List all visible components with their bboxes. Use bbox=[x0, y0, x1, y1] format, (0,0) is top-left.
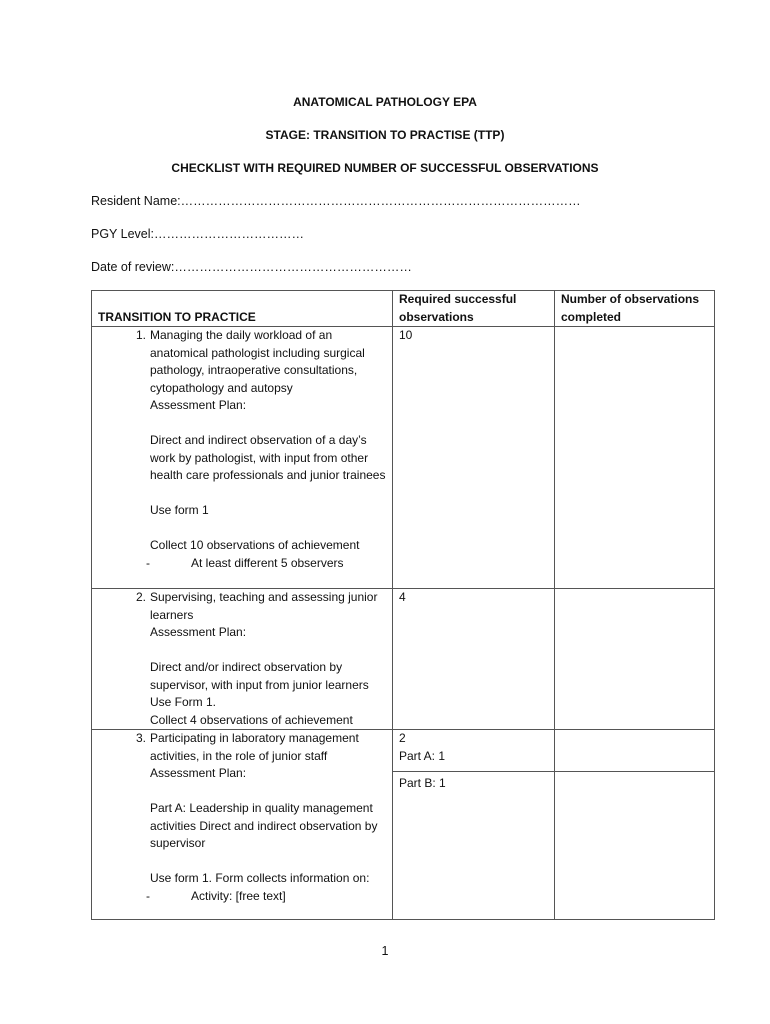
completed-header-line1: Number of observations bbox=[561, 292, 700, 306]
bullet-text: Activity: [free text] bbox=[191, 888, 286, 903]
required-part-b: Part B: 1 bbox=[393, 771, 554, 793]
bullet-text: At least different 5 observers bbox=[191, 555, 344, 570]
form-instruction: Use form 1. Form collects information on: bbox=[150, 871, 370, 885]
epa-description-cell bbox=[92, 327, 393, 589]
section-heading: TRANSITION TO PRACTICE bbox=[98, 309, 256, 324]
form-instruction: Use form 1 bbox=[150, 503, 209, 517]
stage-title: STAGE: TRANSITION TO PRACTISE (TTP) bbox=[265, 128, 505, 142]
checklist-title: CHECKLIST WITH REQUIRED NUMBER OF SUCCESSFUL OBSERVATIONS bbox=[171, 161, 599, 175]
required-header-line2: observations bbox=[399, 309, 474, 324]
table-row bbox=[92, 327, 715, 589]
date-of-review-field[interactable]: Date of review:………………………………………………… bbox=[91, 260, 412, 274]
item-number: 2. bbox=[135, 590, 146, 604]
page-number: 1 bbox=[381, 944, 389, 958]
collect-instruction: Collect 10 observations of achievement bbox=[150, 538, 360, 552]
required-cell bbox=[393, 730, 555, 920]
pgy-level-field[interactable]: PGY Level:……………………………… bbox=[91, 227, 305, 241]
required-cell bbox=[393, 589, 555, 730]
observation-checklist-table bbox=[91, 290, 715, 920]
completed-header-line2: completed bbox=[561, 309, 622, 324]
form-instruction: Use Form 1. bbox=[150, 695, 217, 709]
epa-description-cell bbox=[92, 589, 393, 730]
required-count: 4 bbox=[399, 590, 406, 604]
epa-title: Participating in laboratory management activities, in the role of junior staff bbox=[150, 731, 359, 763]
required-cell bbox=[393, 327, 555, 589]
collect-instruction: Collect 4 observations of achievement bbox=[150, 712, 353, 727]
bullet-dash: - bbox=[146, 555, 150, 570]
table-header-row bbox=[92, 291, 715, 327]
item-number: 3. bbox=[135, 731, 146, 745]
epa-title: Supervising, teaching and assessing junior learners bbox=[150, 590, 378, 622]
required-count: 2 bbox=[399, 731, 406, 745]
completed-cell[interactable] bbox=[555, 730, 715, 920]
assessment-plan-label: Assessment Plan: bbox=[150, 625, 247, 639]
observation-method: Direct and indirect observation of a day’s work by pathologist, with input from other health care professionals and junior trainees bbox=[150, 433, 386, 482]
bullet-dash: - bbox=[146, 888, 150, 903]
header-completed-cell bbox=[555, 291, 715, 327]
completed-cell[interactable] bbox=[555, 589, 715, 730]
resident-name-field[interactable]: Resident Name:…………………………………………………………………………………… bbox=[91, 194, 581, 208]
header-required-cell bbox=[393, 291, 555, 327]
required-part-a: Part A: 1 bbox=[399, 748, 446, 763]
assessment-plan-label: Assessment Plan: bbox=[150, 766, 247, 780]
table-row bbox=[92, 730, 715, 920]
completed-cell[interactable] bbox=[555, 327, 715, 589]
observation-method: Direct and/or indirect observation by supervisor, with input from junior learners bbox=[150, 660, 369, 692]
required-count: 10 bbox=[399, 328, 413, 342]
epa-description-cell bbox=[92, 730, 393, 920]
required-header-line1: Required successful bbox=[399, 292, 517, 306]
completed-split-divider bbox=[555, 771, 714, 772]
item-number: 1. bbox=[135, 328, 146, 342]
assessment-plan-label: Assessment Plan: bbox=[150, 398, 247, 412]
header-section-cell bbox=[92, 291, 393, 327]
epa-title: Managing the daily workload of an anatomical pathologist including surgical pathology, intraoperative consultations, cytopathology and autopsy bbox=[150, 328, 365, 395]
part-a-description: Part A: Leadership in quality management activities Direct and indirect observation by supervisor bbox=[150, 801, 378, 850]
doc-title: ANATOMICAL PATHOLOGY EPA bbox=[293, 95, 477, 109]
table-row bbox=[92, 589, 715, 730]
